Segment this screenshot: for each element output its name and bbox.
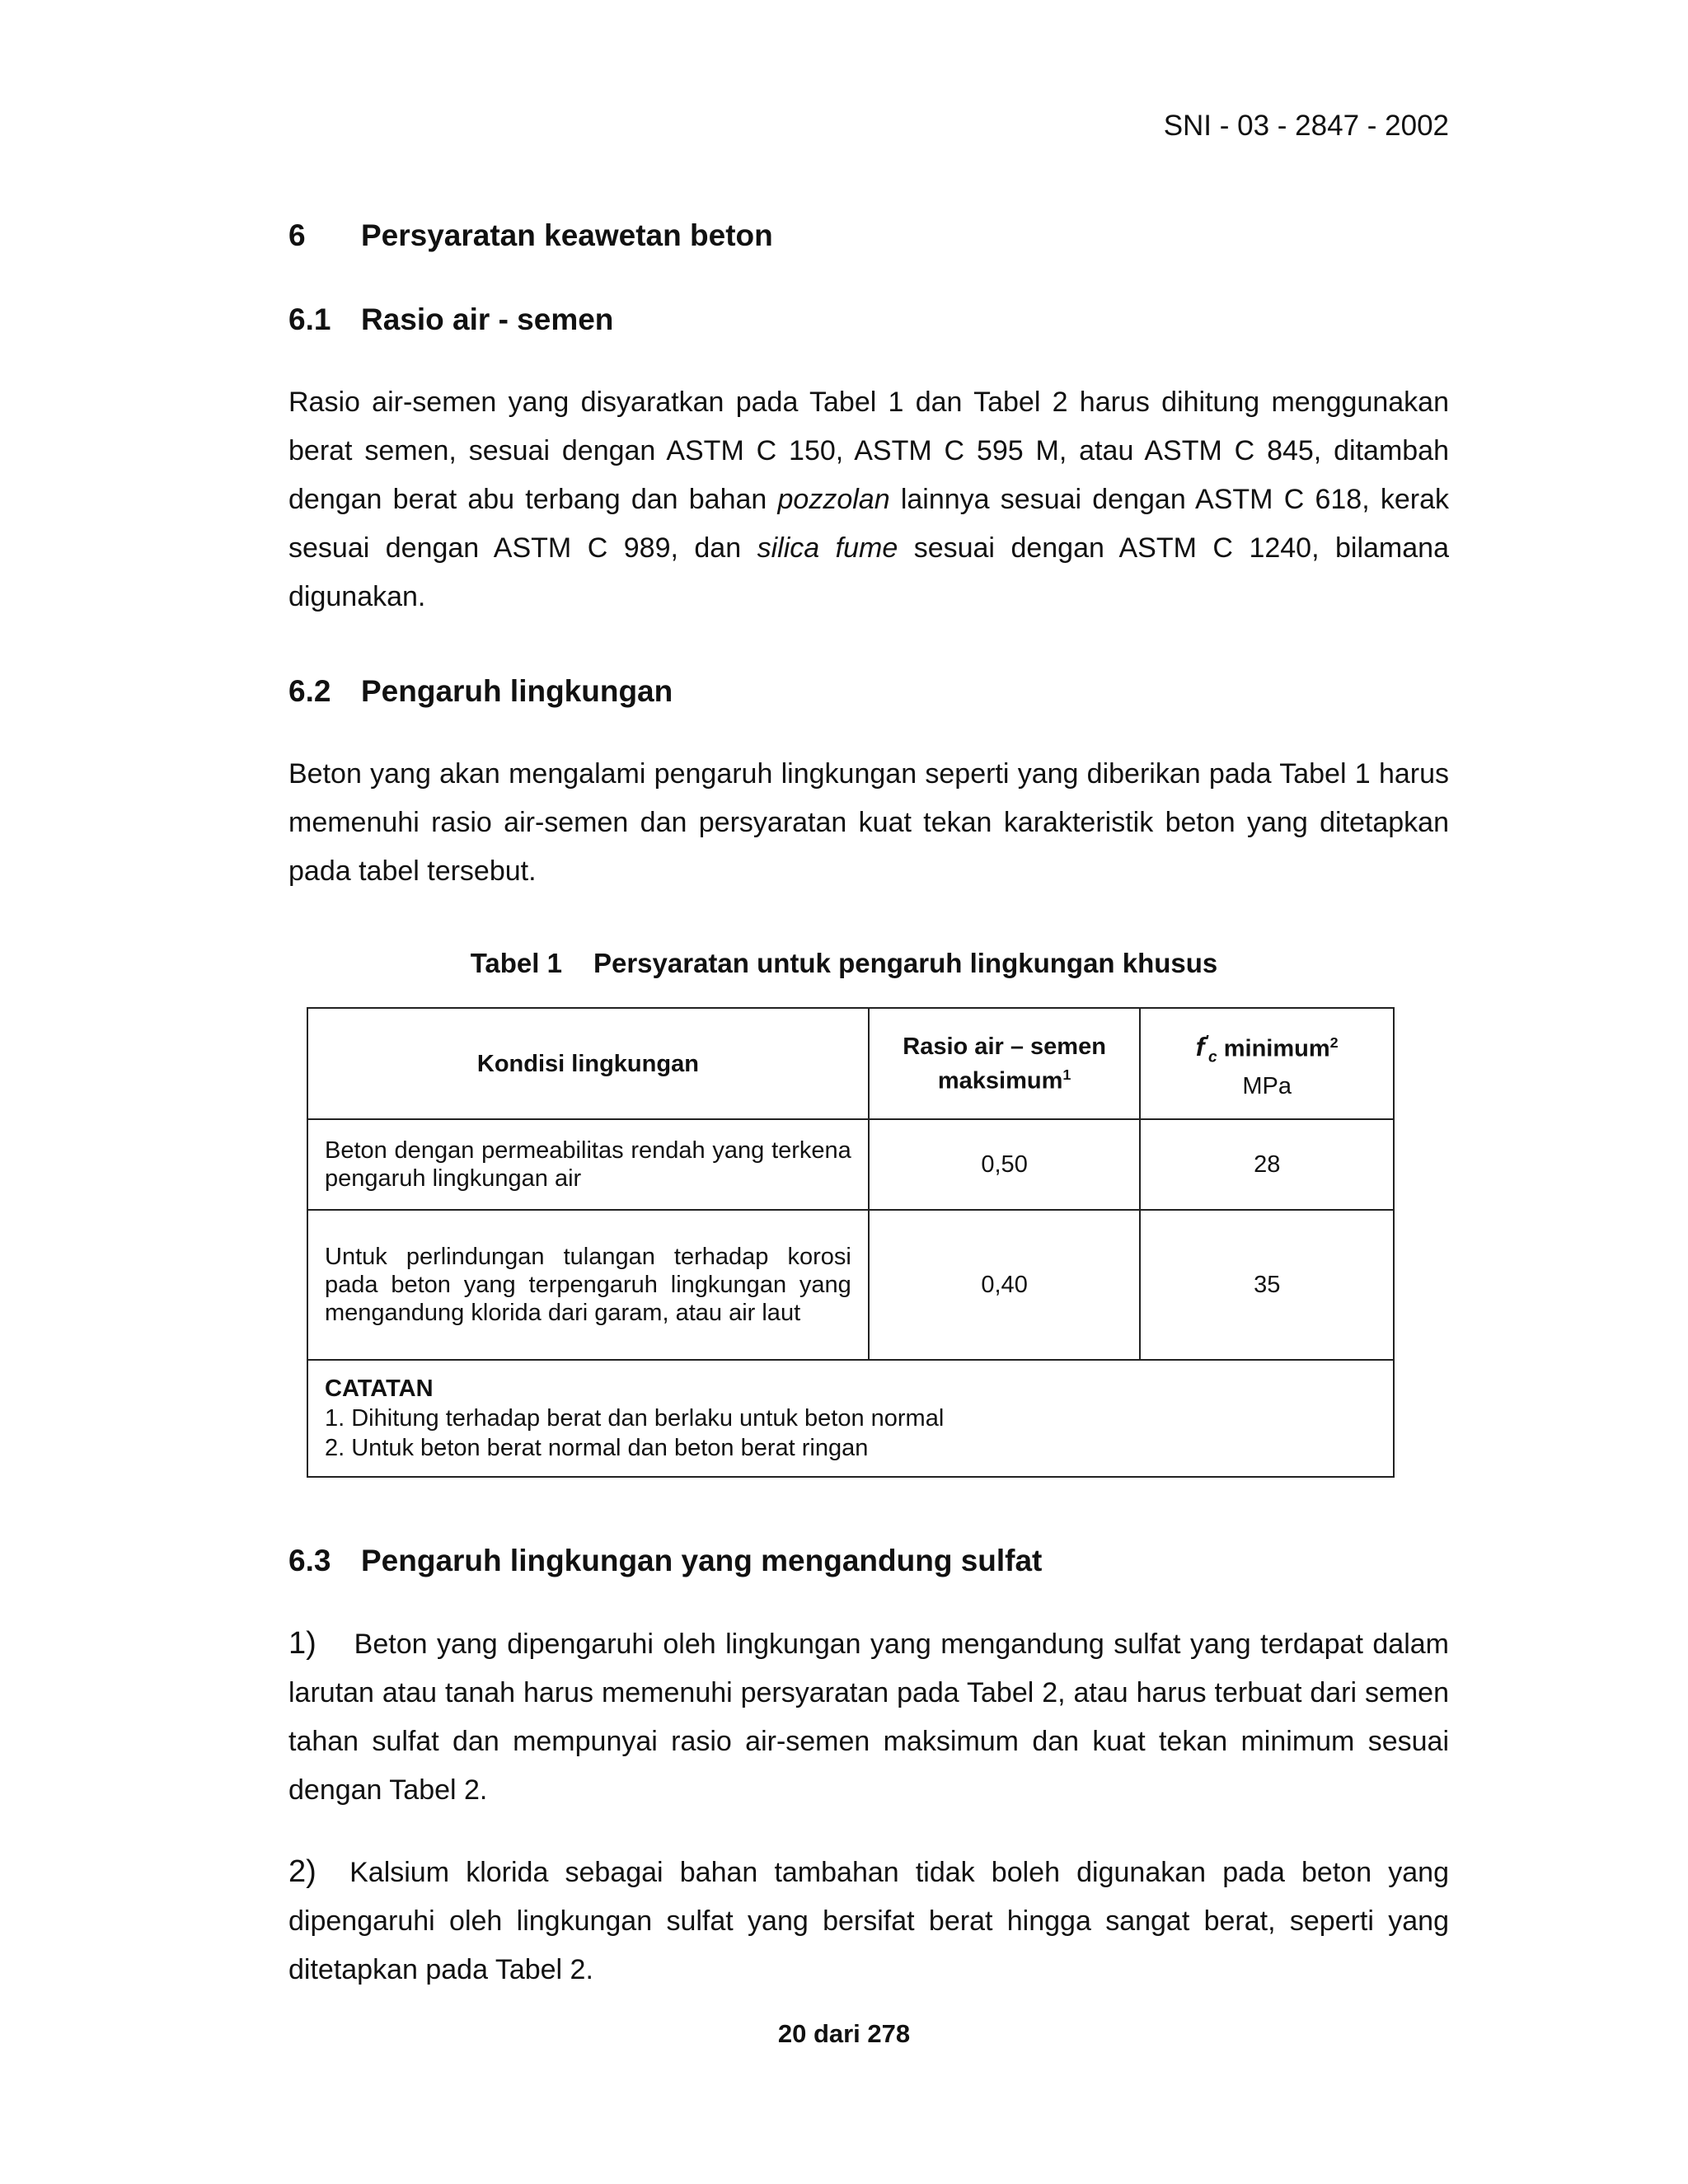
footnote-ref: 2 — [1329, 1033, 1339, 1051]
cell-condition: Untuk perlindungan tulangan terhadap korosi pada beton yang terpengaruh lingkungan yang mengandung klorida dari garam, atau air laut — [307, 1210, 869, 1360]
cell-ratio: 0,40 — [869, 1210, 1141, 1360]
text-run: sesuai dengan ASTM C 1240, bilamana digunakan. — [288, 532, 1449, 612]
table-row — [307, 1210, 1394, 1360]
fc-letter: f — [1195, 1032, 1205, 1062]
item-text: Kalsium klorida sebagai bahan tambahan tidak boleh digunakan pada beton yang dipengaruhi oleh lingkungan sulfat yang bersifat berat hingga sangat berat, seperti yang ditetapkan pada Tabel 2. — [288, 1857, 1449, 1985]
note-item: 2. Untuk beton berat normal dan beton berat ringan — [325, 1435, 869, 1461]
fc-symbol — [1195, 1032, 1217, 1066]
fc-prime: ' — [1204, 1032, 1209, 1051]
italic-term: pozzolan — [777, 484, 890, 515]
section-6-2-paragraph — [288, 750, 1449, 896]
text-run: Rasio air-semen yang disyaratkan pada Tabel 1 dan Tabel 2 harus dihitung menggunakan berat semen, sesuai dengan ASTM C 150, ASTM C 595 M, atau ASTM C 845, ditambah dengan berat abu terbang dan bahan — [288, 387, 1449, 515]
table-notes-row — [307, 1360, 1394, 1477]
item-text: Beton yang dipengaruhi oleh lingkungan yang mengandung sulfat yang terdapat dalam larutan atau tanah harus memenuhi persyaratan pada Tabel 2, atau harus terbuat dari semen tahan sulfat dan mempunyai rasio air-semen maksimum dan kuat tekan minimum sesuai dengan Tabel 2. — [288, 1629, 1449, 1806]
table-label: Tabel 1 — [470, 948, 562, 978]
section-title: Rasio air - semen — [361, 302, 614, 336]
header-ratio-line1: Rasio air – semen — [903, 1033, 1106, 1060]
header-fc — [1140, 1008, 1394, 1119]
header-ratio — [869, 1008, 1141, 1119]
table-title: Persyaratan untuk pengaruh lingkungan khusus — [593, 948, 1218, 978]
item-number: 1) — [288, 1626, 316, 1661]
document-header: SNI - 03 - 2847 - 2002 — [1163, 110, 1449, 142]
section-title: Pengaruh lingkungan — [361, 674, 673, 708]
section-6-3-item-2 — [288, 1848, 1449, 1994]
paragraph-text: Beton yang akan mengalami pengaruh lingkungan seperti yang diberikan pada Tabel 1 harus memenuhi rasio air-semen dan persyaratan kuat tekan karakteristik beton yang ditetapkan pada tabel tersebut. — [288, 758, 1449, 887]
section-number: 6.1 — [288, 302, 331, 336]
cell-fc: 35 — [1140, 1210, 1394, 1360]
header-fc-unit: MPa — [1242, 1072, 1292, 1099]
header-condition: Kondisi lingkungan — [307, 1008, 869, 1119]
cell-condition: Beton dengan permeabilitas rendah yang terkena pengaruh lingkungan air — [307, 1119, 869, 1210]
cell-ratio: 0,50 — [869, 1119, 1141, 1210]
cell-fc: 28 — [1140, 1119, 1394, 1210]
table-header-row — [307, 1008, 1394, 1119]
section-6-heading — [288, 218, 773, 253]
notes-title: CATATAN — [325, 1376, 434, 1402]
environment-requirements-table — [307, 1007, 1395, 1478]
fc-subscript: c — [1208, 1048, 1217, 1066]
italic-term: silica fume — [757, 532, 898, 564]
section-6-2-heading — [288, 674, 673, 709]
footnote-ref: 1 — [1062, 1066, 1071, 1083]
section-title: Pengaruh lingkungan yang mengandung sulfat — [361, 1544, 1043, 1577]
section-number: 6 — [288, 218, 306, 252]
text-run: lainnya sesuai dengan ASTM C 618, kerak sesuai dengan ASTM C 989, dan — [288, 484, 1449, 564]
header-ratio-line2: maksimum — [937, 1067, 1063, 1094]
table-caption — [0, 948, 1688, 979]
section-title: Persyaratan keawetan beton — [361, 218, 773, 252]
section-6-3-heading — [288, 1544, 1042, 1578]
table-notes — [307, 1360, 1394, 1477]
section-number: 6.3 — [288, 1544, 331, 1577]
section-number: 6.2 — [288, 674, 331, 708]
header-fc-label: minimum — [1217, 1035, 1330, 1062]
section-6-3-item-1 — [288, 1619, 1449, 1815]
section-6-1-heading — [288, 302, 613, 337]
item-number: 2) — [288, 1854, 316, 1889]
page-number: 20 dari 278 — [777, 2019, 911, 2048]
note-item: 1. Dihitung terhadap berat dan berlaku untuk beton normal — [325, 1405, 945, 1432]
section-6-1-paragraph — [288, 378, 1449, 621]
table-row — [307, 1119, 1394, 1210]
